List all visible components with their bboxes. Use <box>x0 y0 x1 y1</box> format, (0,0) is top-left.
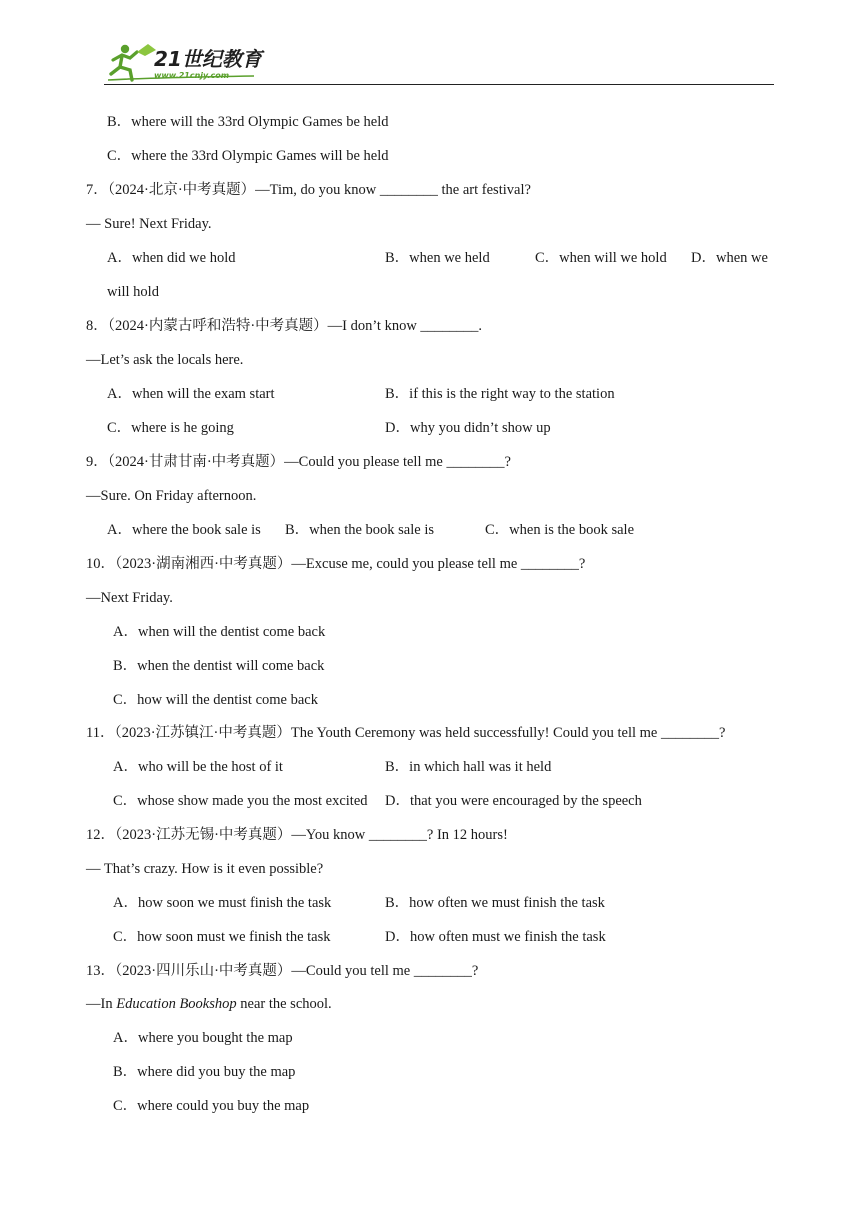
question-10-answer: —Next Friday. <box>86 590 173 606</box>
svg-text:www.21cnjy.com: www.21cnjy.com <box>154 71 230 80</box>
option-9a: A．where the book sale is <box>107 522 261 538</box>
option-9c: C．when is the book sale <box>485 522 635 538</box>
option-7d: D．when we <box>691 250 768 266</box>
question-7-answer: — Sure! Next Friday. <box>86 216 212 232</box>
option-13c: C．where could you buy the map <box>113 1098 310 1114</box>
question-12: 12．（2023·江苏无锡·中考真题）—You know ________? In 12 hours! <box>86 827 508 843</box>
site-logo <box>104 40 274 84</box>
option-6b: B．where will the 33rd Olympic Games be held <box>107 114 389 130</box>
option-11c: C．whose show made you the most excited <box>113 793 368 809</box>
option-11a: A．who will be the host of it <box>113 759 283 775</box>
answer-prefix: —In <box>86 996 117 1012</box>
question-11: 11．（2023·江苏镇江·中考真题）The Youth Ceremony was held successfully! Could you tell me ________? <box>86 725 726 741</box>
question-13-answer <box>86 995 332 1013</box>
bookshop-name: Education Bookshop <box>116 996 237 1012</box>
option-9b: B．when the book sale is <box>285 522 435 538</box>
option-12a: A．how soon we must finish the task <box>113 895 332 911</box>
question-13: 13．（2023·四川乐山·中考真题）—Could you tell me ________? <box>86 963 479 979</box>
option-8c: C．where is he going <box>107 420 234 436</box>
question-9: 9．（2024·甘肃甘南·中考真题）—Could you please tell me ________? <box>86 454 511 470</box>
question-7: 7．（2024·北京·中考真题）—Tim, do you know ________ the art festival? <box>86 182 531 198</box>
option-10a: A．when will the dentist come back <box>113 624 326 640</box>
question-9-answer: —Sure. On Friday afternoon. <box>86 488 257 504</box>
option-13b: B．where did you buy the map <box>113 1064 296 1080</box>
option-12c: C．how soon must we finish the task <box>113 929 331 945</box>
svg-text:21世纪教育: 21世纪教育 <box>154 47 262 71</box>
option-7b: B．when we held <box>385 250 490 266</box>
question-8-answer: —Let’s ask the locals here. <box>86 352 244 368</box>
option-10b: B．when the dentist will come back <box>113 658 325 674</box>
question-12-answer: — That’s crazy. How is it even possible? <box>86 861 324 877</box>
option-7c: C．when will we hold <box>535 250 667 266</box>
option-13a: A．where you bought the map <box>113 1030 293 1046</box>
option-8d: D．why you didn’t show up <box>385 420 551 436</box>
question-8: 8．（2024·内蒙古呼和浩特·中考真题）—I don’t know ________. <box>86 318 483 334</box>
option-11d: D．that you were encouraged by the speech <box>385 793 642 809</box>
option-12d: D．how often must we finish the task <box>385 929 606 945</box>
option-8a: A．when will the exam start <box>107 386 275 402</box>
option-7d-continued: will hold <box>107 284 159 300</box>
option-11b: B．in which hall was it held <box>385 759 552 775</box>
question-10: 10．（2023·湖南湘西·中考真题）—Excuse me, could you please tell me ________? <box>86 556 586 572</box>
option-10c: C．how will the dentist come back <box>113 692 318 708</box>
page-header <box>104 40 776 86</box>
option-6c: C．where the 33rd Olympic Games will be held <box>107 148 389 164</box>
option-12b: B．how often we must finish the task <box>385 895 605 911</box>
header-rule <box>104 84 774 85</box>
option-7a: A．when did we hold <box>107 250 236 266</box>
answer-suffix: near the school. <box>236 996 332 1012</box>
option-8b: B．if this is the right way to the station <box>385 386 615 402</box>
